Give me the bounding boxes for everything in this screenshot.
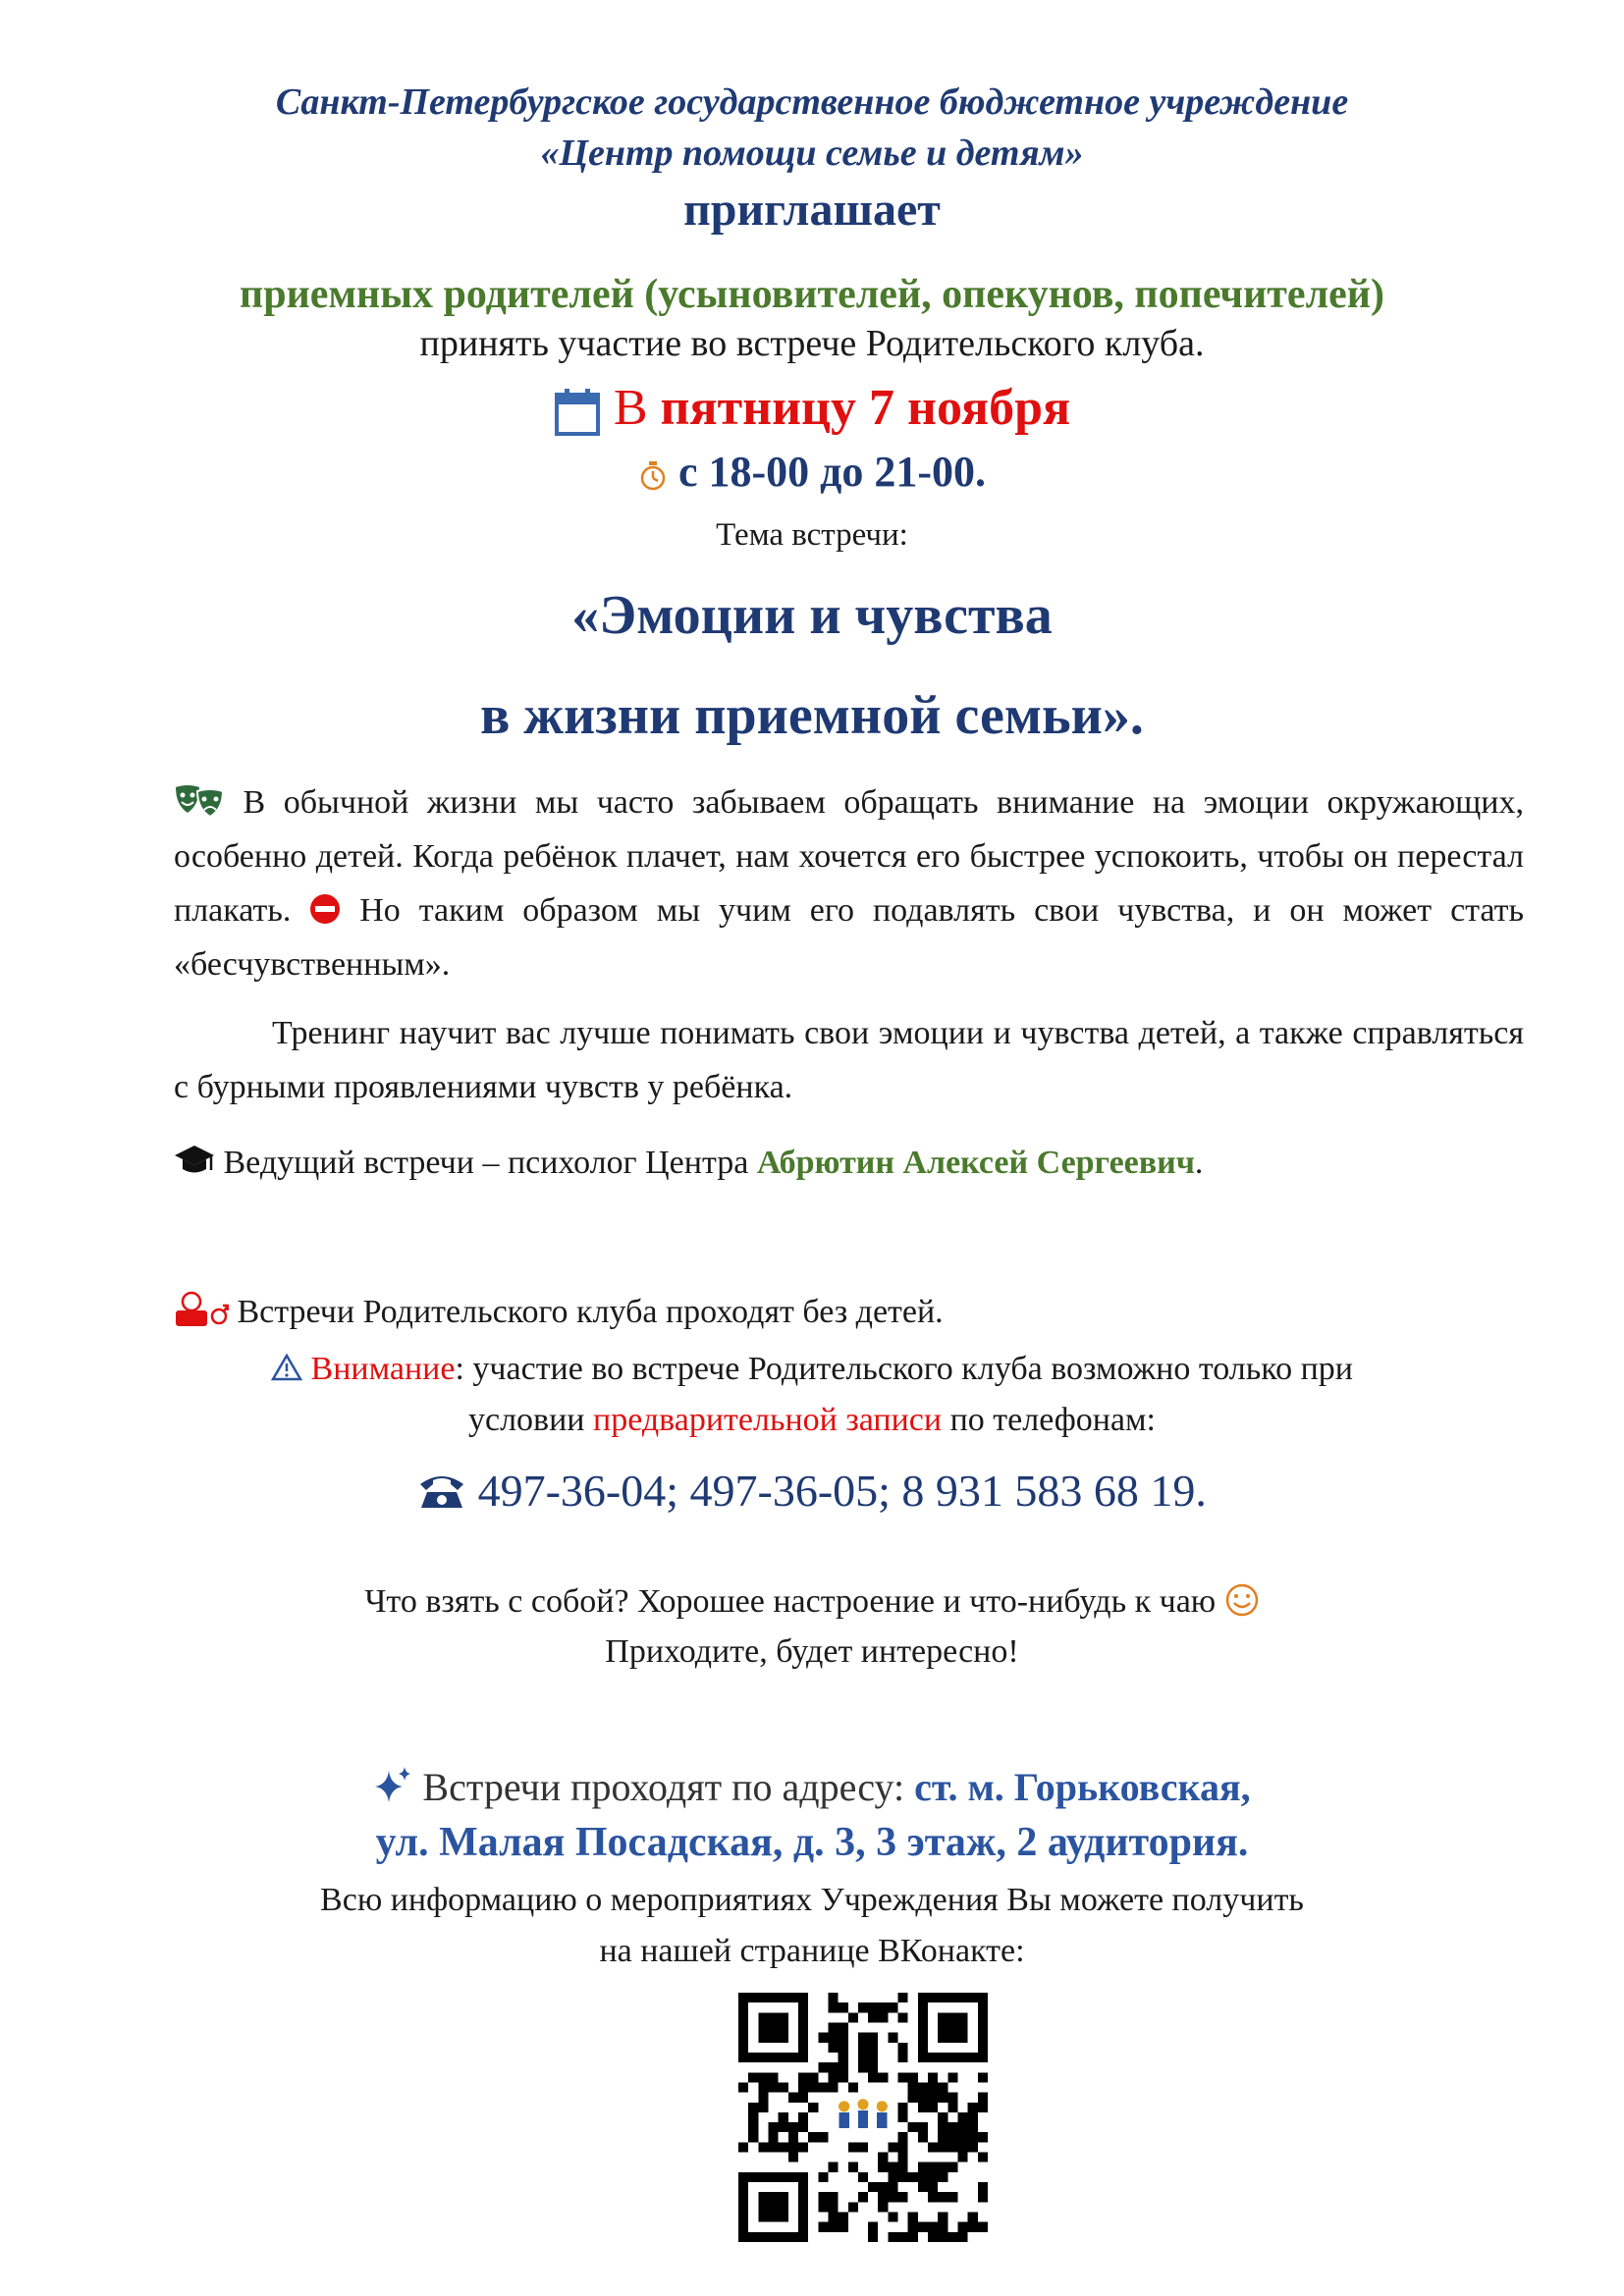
qr-module (808, 2132, 818, 2142)
qr-module (878, 2153, 888, 2163)
qr-module (868, 2053, 878, 2062)
qr-module (868, 2033, 878, 2043)
qr-module (788, 2093, 798, 2103)
qr-module (918, 2182, 928, 2192)
qr-module (898, 2142, 908, 2152)
qr-module (858, 2043, 868, 2053)
qr-module (818, 2062, 828, 2072)
qr-module (839, 2222, 848, 2232)
qr-module (898, 2172, 908, 2182)
qr-module (738, 2082, 748, 2092)
qr-module (779, 2082, 788, 2092)
qr-module (928, 2192, 938, 2202)
qr-module (788, 2153, 798, 2163)
qr-module (839, 2043, 848, 2053)
date-prefix: В (613, 380, 648, 436)
warning-icon (271, 1354, 302, 1381)
qr-module (868, 2043, 878, 2053)
paragraph-1-part-2: Но таким образом мы учим его подавлять свои чувства, и он может стать «бесчувственным». (174, 892, 1525, 983)
qr-module (928, 2232, 938, 2242)
qr-module (938, 2112, 947, 2122)
organization-line-1: Санкт-Петербургское государственное бюджетное учреждение (275, 81, 1349, 123)
qr-module (798, 2082, 808, 2092)
stopwatch-icon (638, 459, 668, 493)
qr-module (928, 2172, 938, 2182)
qr-module (818, 2132, 828, 2142)
qr-module (839, 2033, 848, 2043)
qr-module (908, 2172, 918, 2182)
topic-title-line-2: в жизни приемной семьи». (480, 685, 1144, 746)
qr-module (968, 2132, 978, 2142)
qr-module (908, 2222, 918, 2232)
qr-module (898, 1993, 908, 2002)
qr-module (908, 2232, 918, 2242)
warning-text: : участие во встрече Родительского клуба возможно только при (455, 1351, 1353, 1387)
qr-module (978, 2182, 988, 2192)
qr-module (758, 2093, 768, 2103)
qr-module (818, 2172, 828, 2182)
warning-line-2 (0, 1402, 1624, 1439)
qr-module (798, 2093, 808, 2103)
invites-heading: приглашает (683, 184, 941, 236)
qr-module (938, 2232, 947, 2242)
event-time (0, 447, 1624, 497)
qr-module (938, 2132, 947, 2142)
bring-line (0, 1582, 1624, 1621)
qr-module (868, 2232, 878, 2242)
qr-module (958, 2122, 968, 2132)
qr-module (968, 2103, 978, 2112)
qr-module (768, 2132, 778, 2142)
qr-module (848, 2202, 858, 2212)
phones-text: 497-36-04; 497-36-05; 8 931 583 68 19. (477, 1466, 1207, 1516)
qr-module (788, 2132, 798, 2142)
qr-module (888, 2182, 897, 2192)
qr-module (818, 2082, 828, 2092)
qr-module (978, 2093, 988, 2103)
qr-module (878, 2182, 888, 2192)
topic-label: Тема встречи: (716, 517, 908, 553)
paragraph-1-part-1: В обычной жизни мы часто забываем обращать внимание на эмоции окружающих, особенно детей. Когда ребёнок плачет, нам хочется его быстрее успокоить, чтобы он перестал плакать. (174, 784, 1525, 929)
come-line: Приходите, будет интересно! (605, 1633, 1019, 1670)
qr-module (858, 2002, 868, 2012)
qr-module (978, 2153, 988, 2163)
qr-module (828, 2022, 838, 2032)
qr-module (798, 2122, 808, 2132)
qr-module (818, 2033, 828, 2043)
qr-module (978, 2222, 988, 2232)
qr-module (848, 2082, 858, 2092)
prereg-text: предварительной записи (593, 1402, 943, 1438)
qr-module (868, 2222, 878, 2232)
qr-module (968, 2142, 978, 2152)
qr-module (947, 2103, 957, 2112)
qr-module (908, 2213, 918, 2222)
qr-module (928, 2182, 938, 2192)
description-paragraph-1 (174, 775, 1524, 991)
qr-module (888, 2172, 897, 2182)
qr-module (748, 2132, 758, 2142)
qr-module (779, 2112, 788, 2122)
qr-module (779, 2122, 788, 2132)
baby-icon (174, 1291, 229, 1328)
qr-module (858, 2033, 868, 2043)
qr-module (898, 2163, 908, 2172)
qr-module (888, 2142, 897, 2152)
qr-module (898, 2012, 908, 2022)
qr-module (768, 2142, 778, 2152)
sparkles-icon (373, 1765, 412, 1804)
qr-module (828, 2163, 838, 2172)
qr-module (918, 2163, 928, 2172)
qr-module (798, 2142, 808, 2152)
qr-module (968, 2222, 978, 2232)
qr-finder-top-left (738, 1993, 808, 2062)
qr-finder-top-right (918, 1993, 988, 2062)
qr-module (898, 2043, 908, 2053)
qr-module (868, 2062, 878, 2072)
qr-module (828, 1993, 838, 2002)
qr-module (858, 2053, 868, 2062)
qr-module (808, 2072, 818, 2082)
bring-text: Что взять с собой? Хорошее настроение и что-нибудь к чаю (364, 1583, 1217, 1620)
phones-line (0, 1465, 1624, 1517)
address-line-1 (0, 1764, 1624, 1810)
qr-module (938, 2082, 947, 2092)
qr-module (958, 2232, 968, 2242)
qr-module (888, 2213, 897, 2222)
qr-module (898, 2072, 908, 2082)
address-label: Встречи проходят по адресу: (422, 1765, 905, 1809)
qr-module (918, 2093, 928, 2103)
qr-module (888, 2232, 897, 2242)
no-children-note (174, 1291, 944, 1331)
qr-module (878, 2163, 888, 2172)
phone-icon (417, 1470, 466, 1510)
qr-module (928, 2093, 938, 2103)
qr-module (768, 2072, 778, 2082)
qr-module (978, 2103, 988, 2112)
qr-module (928, 2082, 938, 2092)
info-line-2: на нашей странице ВКонакте: (599, 1933, 1025, 1969)
qr-module (858, 2062, 868, 2072)
organization-line-2: «Центр помощи семье и детям» (540, 133, 1084, 174)
qr-module (839, 2053, 848, 2062)
qr-module (839, 2022, 848, 2032)
qr-module (928, 2103, 938, 2112)
qr-module (768, 2082, 778, 2092)
qr-module (779, 2142, 788, 2152)
qr-module (947, 2192, 957, 2202)
qr-module (947, 2122, 957, 2132)
qr-module (839, 2072, 848, 2082)
no-children-text: Встречи Родительского клуба проходят без детей. (237, 1294, 944, 1330)
qr-module (828, 2202, 838, 2212)
qr-module (839, 2213, 848, 2222)
qr-module (848, 2163, 858, 2172)
qr-module (748, 2072, 758, 2082)
smiley-icon (1224, 1582, 1260, 1618)
qr-module (968, 2213, 978, 2222)
qr-module (758, 2142, 768, 2152)
qr-module (758, 2072, 768, 2082)
qr-module (858, 2192, 868, 2202)
qr-module (768, 2122, 778, 2132)
qr-module (828, 2213, 838, 2222)
qr-module (947, 2163, 957, 2172)
qr-module (978, 2072, 988, 2082)
qr-module (828, 2062, 838, 2072)
description-paragraph-2: Тренинг научит вас лучше понимать свои эмоции и чувства детей, а также справляться с бурными проявлениями чувств у ребёнка. (174, 1015, 1524, 1105)
qr-module (839, 2062, 848, 2072)
qr-module (928, 2222, 938, 2232)
qr-module (808, 2082, 818, 2092)
host-line (174, 1144, 1203, 1182)
theater-masks-icon (174, 783, 225, 819)
qr-module (958, 2222, 968, 2232)
qr-module (738, 2142, 748, 2152)
qr-finder-bottom-left (738, 2172, 808, 2242)
event-date (0, 379, 1624, 437)
qr-module (947, 2072, 957, 2082)
qr-module (938, 2122, 947, 2132)
warning-line-1 (0, 1351, 1624, 1388)
date-value: пятницу 7 ноября (660, 380, 1071, 436)
qr-module (818, 2222, 828, 2232)
qr-module (918, 2132, 928, 2142)
qr-module (868, 2002, 878, 2012)
qr-module (868, 2072, 878, 2082)
qr-module (798, 2112, 808, 2122)
qr-module (748, 2112, 758, 2122)
qr-module (888, 2163, 897, 2172)
qr-module (758, 2082, 768, 2092)
qr-module (878, 2012, 888, 2022)
qr-module (978, 2132, 988, 2142)
qr-module (898, 2103, 908, 2112)
qr-module (908, 2072, 918, 2082)
time-value: с 18-00 до 21-00. (677, 448, 987, 496)
qr-module (898, 2132, 908, 2142)
qr-module (928, 2163, 938, 2172)
qr-module (968, 2122, 978, 2132)
qr-module (848, 2012, 858, 2022)
qr-module (828, 2002, 838, 2012)
qr-module (758, 2103, 768, 2112)
qr-module (808, 2103, 818, 2112)
qr-module (928, 2072, 938, 2082)
qr-module (908, 2093, 918, 2103)
qr-module (839, 2002, 848, 2012)
qr-module (947, 2093, 957, 2103)
qr-module (958, 2112, 968, 2122)
qr-module (898, 2192, 908, 2202)
warning-line-2-start: условии (467, 1402, 585, 1438)
qr-module (938, 2172, 947, 2182)
address-metro: ст. м. Горьковская, (914, 1765, 1251, 1809)
qr-module (908, 2082, 918, 2092)
qr-module (958, 2142, 968, 2152)
qr-module (788, 2122, 798, 2132)
qr-module (918, 2122, 928, 2132)
qr-module (828, 2192, 838, 2202)
qr-module (918, 2103, 928, 2112)
qr-module (868, 2012, 878, 2022)
qr-module (898, 2112, 908, 2122)
calendar-icon (554, 388, 601, 437)
qr-module (918, 2222, 928, 2232)
qr-module (828, 2222, 838, 2232)
address-street: ул. Малая Посадская, д. 3, 3 этаж, 2 аудитория. (375, 1820, 1249, 1865)
warning-line-2-end: по телефонам: (949, 1402, 1156, 1438)
qr-module (888, 2002, 897, 2012)
qr-center-logo (828, 2093, 897, 2143)
host-end: . (1194, 1145, 1204, 1181)
qr-module (958, 2132, 968, 2142)
audience-line: приемных родителей (усыновителей, опекунов, попечителей) (240, 272, 1384, 317)
host-name: Абрютин Алексей Сергеевич (756, 1145, 1195, 1181)
qr-module (858, 2172, 868, 2182)
qr-module (938, 2163, 947, 2172)
qr-module (938, 2142, 947, 2152)
qr-module (828, 2043, 838, 2053)
qr-module (947, 2142, 957, 2152)
qr-module (748, 2122, 758, 2132)
qr-module (908, 2122, 918, 2132)
qr-module (848, 2142, 858, 2152)
qr-module (938, 2222, 947, 2232)
info-line-1: Всю информацию о мероприятиях Учреждения Вы можете получить (320, 1882, 1304, 1918)
qr-module (888, 2192, 897, 2202)
qr-module (918, 2172, 928, 2182)
qr-module (828, 2082, 838, 2092)
qr-module (947, 2232, 957, 2242)
qr-module (898, 2053, 908, 2062)
participate-line: принять участие во встрече Родительского клуба. (419, 323, 1205, 364)
qr-module (798, 2072, 808, 2082)
graduation-cap-icon (174, 1144, 215, 1177)
qr-module (878, 2202, 888, 2212)
qr-module (898, 2232, 908, 2242)
qr-module (888, 2033, 897, 2043)
qr-module (858, 2142, 868, 2152)
qr-module (828, 2072, 838, 2082)
qr-module (878, 2002, 888, 2012)
qr-module (938, 2192, 947, 2202)
qr-code[interactable] (738, 1993, 988, 2242)
qr-module (947, 2132, 957, 2142)
qr-module (818, 2192, 828, 2202)
qr-module (748, 2103, 758, 2112)
no-entry-icon (309, 893, 341, 925)
qr-module (898, 2153, 908, 2163)
qr-module (878, 2192, 888, 2202)
qr-module (878, 2072, 888, 2082)
qr-module (968, 2112, 978, 2122)
qr-module (828, 2033, 838, 2043)
qr-module (868, 2182, 878, 2192)
qr-module (788, 2142, 798, 2152)
qr-module (958, 2153, 968, 2163)
host-label: Ведущий встречи – психолог Центра (223, 1145, 749, 1181)
qr-module (918, 2082, 928, 2092)
warning-label: Внимание (310, 1351, 456, 1387)
qr-module (938, 2213, 947, 2222)
qr-module (928, 2142, 938, 2152)
qr-module (818, 2202, 828, 2212)
qr-module (938, 2093, 947, 2103)
topic-title-line-1: «Эмоции и чувства (571, 585, 1053, 646)
qr-module (978, 2192, 988, 2202)
